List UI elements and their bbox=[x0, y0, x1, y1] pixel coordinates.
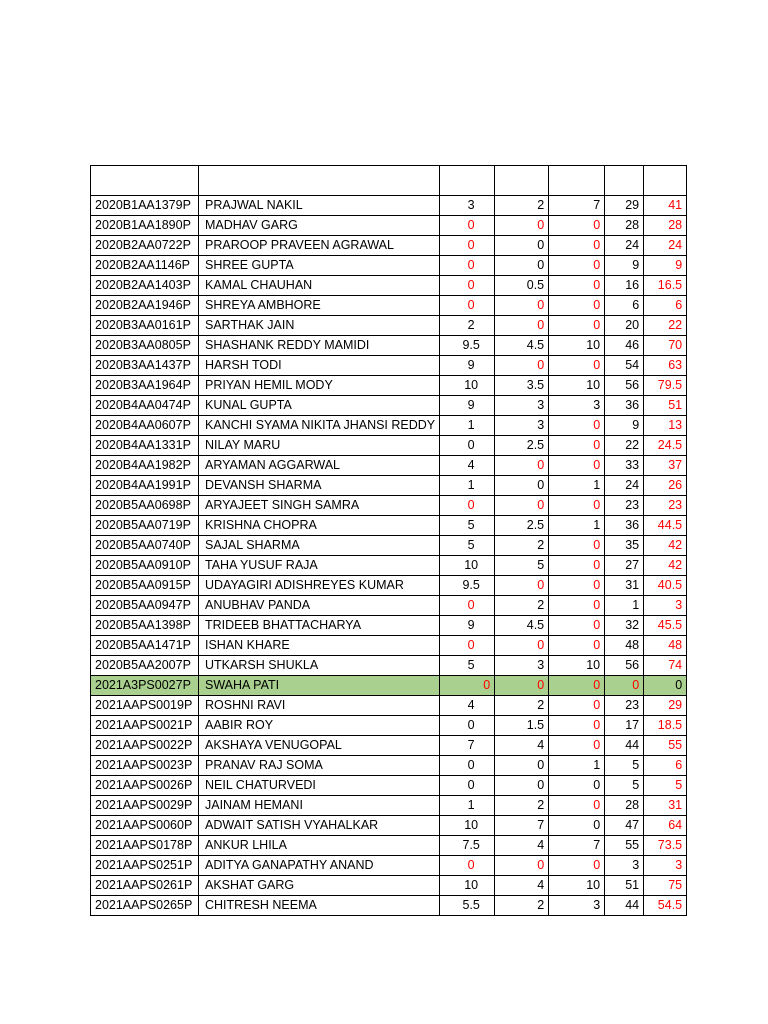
cell-score-4: 48 bbox=[605, 636, 644, 656]
table-row bbox=[91, 596, 687, 616]
header-cell-total bbox=[644, 166, 687, 196]
cell-total: 18.5 bbox=[644, 716, 687, 736]
cell-score-3: 0 bbox=[549, 236, 605, 256]
cell-total: 75 bbox=[644, 876, 687, 896]
cell-total: 13 bbox=[644, 416, 687, 436]
cell-score-4: 51 bbox=[605, 876, 644, 896]
table-row bbox=[91, 636, 687, 656]
cell-student-id: 2021AAPS0251P bbox=[91, 856, 199, 876]
cell-score-3: 1 bbox=[549, 516, 605, 536]
cell-student-id: 2020B4AA0474P bbox=[91, 396, 199, 416]
cell-score-1: 7 bbox=[440, 736, 495, 756]
cell-score-1: 4 bbox=[440, 456, 495, 476]
table-row bbox=[91, 196, 687, 216]
table-row bbox=[91, 436, 687, 456]
cell-score-3: 3 bbox=[549, 896, 605, 916]
cell-score-4: 0 bbox=[605, 676, 644, 696]
cell-score-4: 54 bbox=[605, 356, 644, 376]
cell-score-4: 24 bbox=[605, 236, 644, 256]
cell-student-name: KAMAL CHAUHAN bbox=[199, 276, 440, 296]
cell-student-name: SHREYA AMBHORE bbox=[199, 296, 440, 316]
cell-score-2: 0 bbox=[495, 676, 549, 696]
cell-total: 31 bbox=[644, 796, 687, 816]
cell-score-1: 0 bbox=[440, 236, 495, 256]
cell-score-2: 4.5 bbox=[495, 616, 549, 636]
cell-total: 41 bbox=[644, 196, 687, 216]
cell-student-name: HARSH TODI bbox=[199, 356, 440, 376]
cell-student-id: 2020B5AA0740P bbox=[91, 536, 199, 556]
table-row bbox=[91, 296, 687, 316]
cell-score-3: 0 bbox=[549, 796, 605, 816]
cell-score-2: 4 bbox=[495, 876, 549, 896]
cell-score-4: 29 bbox=[605, 196, 644, 216]
cell-total: 79.5 bbox=[644, 376, 687, 396]
cell-score-2: 2 bbox=[495, 196, 549, 216]
cell-student-id: 2021A3PS0027P bbox=[91, 676, 199, 696]
table-row bbox=[91, 236, 687, 256]
cell-student-id: 2020B5AA0910P bbox=[91, 556, 199, 576]
cell-score-1: 3 bbox=[440, 196, 495, 216]
header-cell-c3 bbox=[549, 166, 605, 196]
cell-score-3: 0 bbox=[549, 556, 605, 576]
cell-score-1: 1 bbox=[440, 476, 495, 496]
cell-score-1: 2 bbox=[440, 316, 495, 336]
cell-score-4: 33 bbox=[605, 456, 644, 476]
cell-score-4: 20 bbox=[605, 316, 644, 336]
cell-score-3: 0 bbox=[549, 276, 605, 296]
table-row bbox=[91, 736, 687, 756]
cell-score-2: 7 bbox=[495, 816, 549, 836]
cell-student-id: 2020B1AA1379P bbox=[91, 196, 199, 216]
table-row bbox=[91, 376, 687, 396]
cell-score-4: 28 bbox=[605, 796, 644, 816]
table-row bbox=[91, 456, 687, 476]
cell-score-1: 0 bbox=[440, 676, 495, 696]
table-row bbox=[91, 756, 687, 776]
cell-student-name: JAINAM HEMANI bbox=[199, 796, 440, 816]
cell-total: 16.5 bbox=[644, 276, 687, 296]
table-row bbox=[91, 696, 687, 716]
cell-total: 28 bbox=[644, 216, 687, 236]
cell-total: 40.5 bbox=[644, 576, 687, 596]
table-row bbox=[91, 336, 687, 356]
cell-score-4: 27 bbox=[605, 556, 644, 576]
table-row bbox=[91, 416, 687, 436]
cell-score-2: 0 bbox=[495, 756, 549, 776]
cell-student-id: 2020B2AA1146P bbox=[91, 256, 199, 276]
cell-total: 74 bbox=[644, 656, 687, 676]
cell-score-4: 28 bbox=[605, 216, 644, 236]
cell-score-1: 0 bbox=[440, 756, 495, 776]
table-row bbox=[91, 396, 687, 416]
cell-score-2: 0 bbox=[495, 856, 549, 876]
cell-student-name: ROSHNI RAVI bbox=[199, 696, 440, 716]
table-row bbox=[91, 316, 687, 336]
cell-score-3: 0 bbox=[549, 316, 605, 336]
cell-student-id: 2020B3AA1964P bbox=[91, 376, 199, 396]
cell-student-id: 2020B5AA0719P bbox=[91, 516, 199, 536]
cell-score-1: 10 bbox=[440, 876, 495, 896]
cell-total: 24.5 bbox=[644, 436, 687, 456]
cell-total: 9 bbox=[644, 256, 687, 276]
cell-student-name: PRAJWAL NAKIL bbox=[199, 196, 440, 216]
cell-total: 48 bbox=[644, 636, 687, 656]
cell-score-1: 7.5 bbox=[440, 836, 495, 856]
cell-student-id: 2020B4AA0607P bbox=[91, 416, 199, 436]
cell-student-name: UTKARSH SHUKLA bbox=[199, 656, 440, 676]
header-cell-c4 bbox=[605, 166, 644, 196]
cell-score-3: 0 bbox=[549, 296, 605, 316]
cell-score-3: 0 bbox=[549, 356, 605, 376]
cell-score-4: 22 bbox=[605, 436, 644, 456]
cell-student-name: SAJAL SHARMA bbox=[199, 536, 440, 556]
cell-total: 26 bbox=[644, 476, 687, 496]
cell-student-name: ANUBHAV PANDA bbox=[199, 596, 440, 616]
cell-score-2: 0 bbox=[495, 456, 549, 476]
cell-score-2: 0 bbox=[495, 296, 549, 316]
cell-student-name: SHREE GUPTA bbox=[199, 256, 440, 276]
cell-total: 5 bbox=[644, 776, 687, 796]
cell-score-2: 0 bbox=[495, 216, 549, 236]
cell-student-id: 2021AAPS0021P bbox=[91, 716, 199, 736]
cell-score-3: 0 bbox=[549, 716, 605, 736]
cell-score-3: 0 bbox=[549, 256, 605, 276]
cell-score-4: 35 bbox=[605, 536, 644, 556]
cell-score-1: 9.5 bbox=[440, 336, 495, 356]
cell-student-id: 2020B3AA0161P bbox=[91, 316, 199, 336]
cell-score-4: 55 bbox=[605, 836, 644, 856]
cell-score-2: 1.5 bbox=[495, 716, 549, 736]
cell-score-4: 56 bbox=[605, 376, 644, 396]
cell-total: 3 bbox=[644, 856, 687, 876]
cell-score-2: 2 bbox=[495, 796, 549, 816]
cell-student-id: 2021AAPS0026P bbox=[91, 776, 199, 796]
cell-score-1: 0 bbox=[440, 496, 495, 516]
cell-score-2: 0 bbox=[495, 356, 549, 376]
cell-score-3: 0 bbox=[549, 696, 605, 716]
cell-score-3: 0 bbox=[549, 536, 605, 556]
cell-student-name: ISHAN KHARE bbox=[199, 636, 440, 656]
cell-total: 0 bbox=[644, 676, 687, 696]
table-row bbox=[91, 356, 687, 376]
table-row bbox=[91, 796, 687, 816]
cell-score-2: 0 bbox=[495, 776, 549, 796]
cell-student-name: ADWAIT SATISH VYAHALKAR bbox=[199, 816, 440, 836]
table-row bbox=[91, 476, 687, 496]
table-row bbox=[91, 716, 687, 736]
cell-score-2: 5 bbox=[495, 556, 549, 576]
cell-score-2: 2.5 bbox=[495, 436, 549, 456]
cell-student-name: NILAY MARU bbox=[199, 436, 440, 456]
cell-score-3: 3 bbox=[549, 396, 605, 416]
cell-score-4: 5 bbox=[605, 776, 644, 796]
cell-student-id: 2020B5AA1471P bbox=[91, 636, 199, 656]
cell-score-1: 5 bbox=[440, 536, 495, 556]
cell-score-2: 2.5 bbox=[495, 516, 549, 536]
cell-student-id: 2020B4AA1991P bbox=[91, 476, 199, 496]
cell-score-1: 0 bbox=[440, 636, 495, 656]
cell-score-3: 0 bbox=[549, 456, 605, 476]
cell-student-name: KRISHNA CHOPRA bbox=[199, 516, 440, 536]
cell-score-2: 0 bbox=[495, 496, 549, 516]
marks-table bbox=[90, 165, 687, 916]
cell-score-2: 0 bbox=[495, 476, 549, 496]
cell-total: 24 bbox=[644, 236, 687, 256]
table-row bbox=[91, 516, 687, 536]
cell-score-4: 36 bbox=[605, 396, 644, 416]
cell-student-id: 2020B2AA1946P bbox=[91, 296, 199, 316]
table-row bbox=[91, 496, 687, 516]
cell-score-4: 46 bbox=[605, 336, 644, 356]
cell-total: 23 bbox=[644, 496, 687, 516]
cell-score-1: 0 bbox=[440, 776, 495, 796]
cell-score-2: 3.5 bbox=[495, 376, 549, 396]
cell-student-name: SARTHAK JAIN bbox=[199, 316, 440, 336]
cell-total: 6 bbox=[644, 756, 687, 776]
cell-student-id: 2020B5AA0947P bbox=[91, 596, 199, 616]
table-row bbox=[91, 836, 687, 856]
table-row bbox=[91, 856, 687, 876]
cell-score-1: 0 bbox=[440, 276, 495, 296]
table-row bbox=[91, 576, 687, 596]
cell-total: 3 bbox=[644, 596, 687, 616]
cell-score-3: 0 bbox=[549, 416, 605, 436]
header-cell-id bbox=[91, 166, 199, 196]
cell-score-4: 1 bbox=[605, 596, 644, 616]
cell-student-name: SHASHANK REDDY MAMIDI bbox=[199, 336, 440, 356]
cell-student-id: 2021AAPS0029P bbox=[91, 796, 199, 816]
cell-score-3: 7 bbox=[549, 836, 605, 856]
cell-score-1: 5 bbox=[440, 516, 495, 536]
cell-student-name: AKSHAYA VENUGOPAL bbox=[199, 736, 440, 756]
cell-score-3: 0 bbox=[549, 576, 605, 596]
cell-student-name: AKSHAT GARG bbox=[199, 876, 440, 896]
cell-score-2: 2 bbox=[495, 896, 549, 916]
cell-score-3: 0 bbox=[549, 676, 605, 696]
cell-score-1: 10 bbox=[440, 376, 495, 396]
cell-score-3: 0 bbox=[549, 776, 605, 796]
cell-score-2: 2 bbox=[495, 596, 549, 616]
cell-total: 54.5 bbox=[644, 896, 687, 916]
cell-total: 63 bbox=[644, 356, 687, 376]
cell-score-4: 9 bbox=[605, 416, 644, 436]
table-row bbox=[91, 656, 687, 676]
cell-student-id: 2020B4AA1982P bbox=[91, 456, 199, 476]
cell-student-name: SWAHA PATI bbox=[199, 676, 440, 696]
cell-student-name: TRIDEEB BHATTACHARYA bbox=[199, 616, 440, 636]
cell-student-id: 2020B4AA1331P bbox=[91, 436, 199, 456]
cell-score-4: 23 bbox=[605, 496, 644, 516]
cell-total: 51 bbox=[644, 396, 687, 416]
cell-total: 45.5 bbox=[644, 616, 687, 636]
cell-student-id: 2021AAPS0060P bbox=[91, 816, 199, 836]
cell-score-1: 0 bbox=[440, 856, 495, 876]
cell-score-4: 44 bbox=[605, 736, 644, 756]
cell-student-name: NEIL CHATURVEDI bbox=[199, 776, 440, 796]
header-cell-c2 bbox=[495, 166, 549, 196]
header-cell-c1 bbox=[440, 166, 495, 196]
cell-score-3: 0 bbox=[549, 816, 605, 836]
cell-score-3: 1 bbox=[549, 476, 605, 496]
table-row bbox=[91, 876, 687, 896]
table-row bbox=[91, 276, 687, 296]
cell-score-1: 9 bbox=[440, 396, 495, 416]
cell-total: 44.5 bbox=[644, 516, 687, 536]
cell-student-name: CHITRESH NEEMA bbox=[199, 896, 440, 916]
cell-student-id: 2021AAPS0023P bbox=[91, 756, 199, 776]
cell-total: 73.5 bbox=[644, 836, 687, 856]
cell-score-3: 0 bbox=[549, 496, 605, 516]
cell-student-name: ANKUR LHILA bbox=[199, 836, 440, 856]
cell-total: 29 bbox=[644, 696, 687, 716]
cell-student-id: 2020B5AA2007P bbox=[91, 656, 199, 676]
cell-student-name: UDAYAGIRI ADISHREYES KUMAR bbox=[199, 576, 440, 596]
cell-score-2: 4 bbox=[495, 836, 549, 856]
cell-score-1: 1 bbox=[440, 416, 495, 436]
table-body bbox=[91, 166, 687, 916]
cell-total: 55 bbox=[644, 736, 687, 756]
cell-score-2: 0 bbox=[495, 576, 549, 596]
cell-score-1: 0 bbox=[440, 716, 495, 736]
cell-score-3: 0 bbox=[549, 216, 605, 236]
cell-student-name: PRAROOP PRAVEEN AGRAWAL bbox=[199, 236, 440, 256]
cell-score-4: 16 bbox=[605, 276, 644, 296]
cell-score-1: 9 bbox=[440, 356, 495, 376]
cell-student-name: MADHAV GARG bbox=[199, 216, 440, 236]
cell-total: 64 bbox=[644, 816, 687, 836]
table-row bbox=[91, 616, 687, 636]
cell-student-name: PRANAV RAJ SOMA bbox=[199, 756, 440, 776]
cell-score-2: 0 bbox=[495, 256, 549, 276]
cell-total: 42 bbox=[644, 556, 687, 576]
cell-score-2: 0 bbox=[495, 316, 549, 336]
cell-student-id: 2020B5AA0915P bbox=[91, 576, 199, 596]
cell-score-1: 9.5 bbox=[440, 576, 495, 596]
table-row bbox=[91, 816, 687, 836]
cell-student-id: 2021AAPS0178P bbox=[91, 836, 199, 856]
cell-score-2: 4.5 bbox=[495, 336, 549, 356]
table-row bbox=[91, 536, 687, 556]
cell-score-3: 10 bbox=[549, 336, 605, 356]
cell-student-name: PRIYAN HEMIL MODY bbox=[199, 376, 440, 396]
cell-score-3: 0 bbox=[549, 636, 605, 656]
table-row bbox=[91, 256, 687, 276]
cell-score-4: 5 bbox=[605, 756, 644, 776]
cell-student-name: KANCHI SYAMA NIKITA JHANSI REDDY bbox=[199, 416, 440, 436]
cell-score-4: 6 bbox=[605, 296, 644, 316]
cell-score-4: 24 bbox=[605, 476, 644, 496]
cell-score-4: 3 bbox=[605, 856, 644, 876]
cell-score-4: 31 bbox=[605, 576, 644, 596]
cell-student-id: 2021AAPS0261P bbox=[91, 876, 199, 896]
cell-score-3: 10 bbox=[549, 876, 605, 896]
cell-score-3: 10 bbox=[549, 376, 605, 396]
cell-student-id: 2020B3AA1437P bbox=[91, 356, 199, 376]
cell-score-4: 47 bbox=[605, 816, 644, 836]
cell-student-id: 2020B2AA1403P bbox=[91, 276, 199, 296]
cell-score-1: 0 bbox=[440, 216, 495, 236]
cell-total: 6 bbox=[644, 296, 687, 316]
table-row bbox=[91, 776, 687, 796]
cell-score-1: 0 bbox=[440, 596, 495, 616]
cell-total: 42 bbox=[644, 536, 687, 556]
cell-score-1: 0 bbox=[440, 436, 495, 456]
cell-score-1: 9 bbox=[440, 616, 495, 636]
cell-student-name: AABIR ROY bbox=[199, 716, 440, 736]
cell-student-name: ARYAJEET SINGH SAMRA bbox=[199, 496, 440, 516]
cell-score-4: 9 bbox=[605, 256, 644, 276]
cell-score-3: 0 bbox=[549, 616, 605, 636]
table-row bbox=[91, 216, 687, 236]
cell-student-id: 2021AAPS0019P bbox=[91, 696, 199, 716]
cell-score-2: 2 bbox=[495, 536, 549, 556]
cell-score-1: 4 bbox=[440, 696, 495, 716]
cell-score-1: 10 bbox=[440, 556, 495, 576]
cell-student-id: 2021AAPS0265P bbox=[91, 896, 199, 916]
cell-student-name: ARYAMAN AGGARWAL bbox=[199, 456, 440, 476]
header-cell-name bbox=[199, 166, 440, 196]
cell-score-2: 0.5 bbox=[495, 276, 549, 296]
cell-total: 22 bbox=[644, 316, 687, 336]
cell-score-2: 0 bbox=[495, 236, 549, 256]
cell-student-id: 2020B3AA0805P bbox=[91, 336, 199, 356]
cell-score-4: 17 bbox=[605, 716, 644, 736]
cell-student-id: 2020B2AA0722P bbox=[91, 236, 199, 256]
cell-total: 70 bbox=[644, 336, 687, 356]
cell-score-2: 4 bbox=[495, 736, 549, 756]
cell-score-2: 3 bbox=[495, 656, 549, 676]
cell-score-4: 23 bbox=[605, 696, 644, 716]
cell-score-4: 56 bbox=[605, 656, 644, 676]
cell-student-name: TAHA YUSUF RAJA bbox=[199, 556, 440, 576]
cell-score-1: 0 bbox=[440, 256, 495, 276]
cell-score-4: 36 bbox=[605, 516, 644, 536]
cell-student-name: ADITYA GANAPATHY ANAND bbox=[199, 856, 440, 876]
cell-score-2: 3 bbox=[495, 416, 549, 436]
cell-score-1: 0 bbox=[440, 296, 495, 316]
cell-score-3: 7 bbox=[549, 196, 605, 216]
cell-score-3: 10 bbox=[549, 656, 605, 676]
cell-score-2: 0 bbox=[495, 636, 549, 656]
cell-student-id: 2021AAPS0022P bbox=[91, 736, 199, 756]
cell-score-2: 3 bbox=[495, 396, 549, 416]
cell-score-3: 0 bbox=[549, 736, 605, 756]
cell-student-id: 2020B5AA1398P bbox=[91, 616, 199, 636]
header-row bbox=[91, 166, 687, 196]
cell-score-1: 5 bbox=[440, 656, 495, 676]
cell-score-3: 0 bbox=[549, 436, 605, 456]
cell-total: 37 bbox=[644, 456, 687, 476]
table-row bbox=[91, 896, 687, 916]
cell-score-1: 10 bbox=[440, 816, 495, 836]
cell-score-2: 2 bbox=[495, 696, 549, 716]
cell-student-id: 2020B1AA1890P bbox=[91, 216, 199, 236]
cell-score-1: 5.5 bbox=[440, 896, 495, 916]
cell-student-name: KUNAL GUPTA bbox=[199, 396, 440, 416]
cell-score-3: 0 bbox=[549, 856, 605, 876]
cell-score-4: 44 bbox=[605, 896, 644, 916]
cell-score-3: 1 bbox=[549, 756, 605, 776]
cell-student-name: DEVANSH SHARMA bbox=[199, 476, 440, 496]
cell-score-1: 1 bbox=[440, 796, 495, 816]
cell-score-4: 32 bbox=[605, 616, 644, 636]
table-row bbox=[91, 556, 687, 576]
cell-score-3: 0 bbox=[549, 596, 605, 616]
cell-student-id: 2020B5AA0698P bbox=[91, 496, 199, 516]
table-row bbox=[91, 676, 687, 696]
